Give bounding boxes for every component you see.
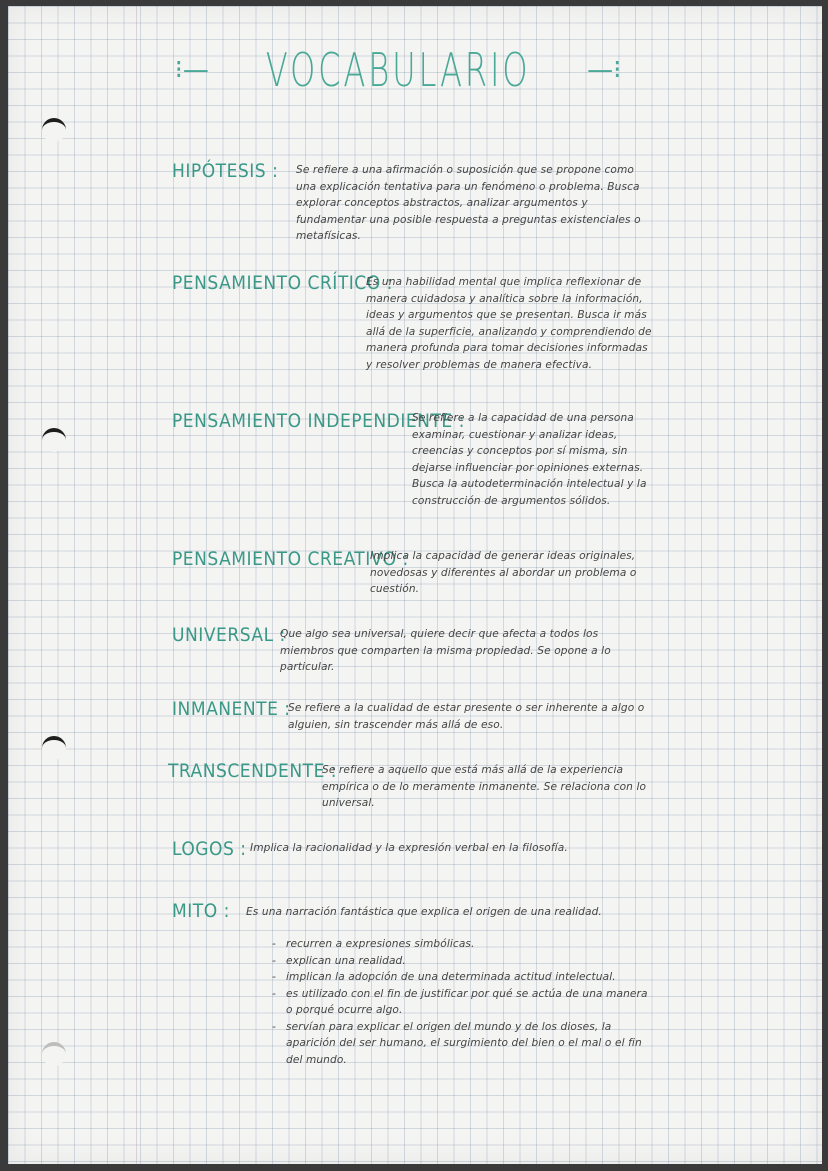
term-hipotesis: HIPÓTESIS : [172,160,279,182]
definition-pensamiento-creativo: Implica la capacidad de generar ideas originales, novedosas y diferentes al abordar un problema o cuestión. [370,550,637,595]
list-item: - es utilizado con el fin de justificar por qué se actúa de una manera o porqué ocurre algo. [286,986,656,1019]
definition-universal: Que algo sea universal, quiere decir que afecta a todos los miembros que comparten la misma propiedad. Se opone a lo particular. [280,628,611,673]
title-decoration-left: ⁝— [174,55,209,85]
definition-inmanente: Se refiere a la cualidad de estar presente o ser inherente a algo o alguien, sin trascender más allá de eso. [288,702,645,731]
binder-hole [42,428,66,452]
binder-hole [42,118,66,142]
term-logos: LOGOS : [172,838,247,860]
term-mito: MITO : [172,900,230,922]
list-item: - servían para explicar el origen del mundo y de los dioses, la aparición del ser humano, el surgimiento del bien o el mal o el fin del mundo. [286,1019,656,1069]
definition-transcendente: Se refiere a aquello que está más allá de la experiencia empírica o de lo meramente inmanente. Se relaciona con lo universal. [322,764,647,809]
term-transcendente: TRANSCENDENTE : [168,760,338,782]
definition-pensamiento-critico: Es una habilidad mental que implica reflexionar de manera cuidadosa y analítica sobre la información, ideas y argumentos que se presentan. Busca ir más allá de la superficie, analizando y comprendiendo de manera profunda para tomar decisiones informadas y resolver problemas de manera efectiva. [366,276,652,371]
term-pensamiento-independiente: PENSAMIENTO INDEPENDIENTE : [172,410,465,432]
list-item: - recurren a expresiones simbólicas. [286,936,656,953]
definition-hipotesis: Se refiere a una afirmación o suposición que se propone como una explicación tentativa para un fenómeno o problema. Busca explorar conceptos abstractos, analizar argumentos y fundamentar una posible respuesta a preguntas existenciales o metafísicas. [296,164,641,242]
list-item: - explican una realidad. [286,953,656,970]
list-item: - implican la adopción de una determinada actitud intelectual. [286,969,656,986]
margin-line [136,6,137,1164]
definition-pensamiento-independiente: Se refiere a la capacidad de una persona examinar, cuestionar y analizar ideas, creencias y conceptos por sí misma, sin dejarse influenciar por opiniones externas. Busca la autodeterminación intelectual y la construcción de argumentos sólidos. [412,412,647,507]
term-inmanente: INMANENTE : [172,698,291,720]
term-pensamiento-critico: PENSAMIENTO CRÍTICO : [172,272,393,294]
definition-mito: Es una narración fantástica que explica el origen de una realidad. [246,906,602,918]
definition-logos: Implica la racionalidad y la expresión verbal en la filosofía. [250,842,568,854]
term-universal: UNIVERSAL : [172,624,286,646]
binder-hole [42,1042,66,1066]
title-decoration-right: —⁝ [587,55,622,85]
mito-characteristics-list [286,936,656,1068]
binder-hole [42,736,66,760]
page-title-row [174,40,622,100]
page-title: VOCABULARIO [265,43,531,97]
term-pensamiento-creativo: PENSAMIENTO CREATIVO : [172,548,409,570]
notebook-page [8,6,822,1164]
